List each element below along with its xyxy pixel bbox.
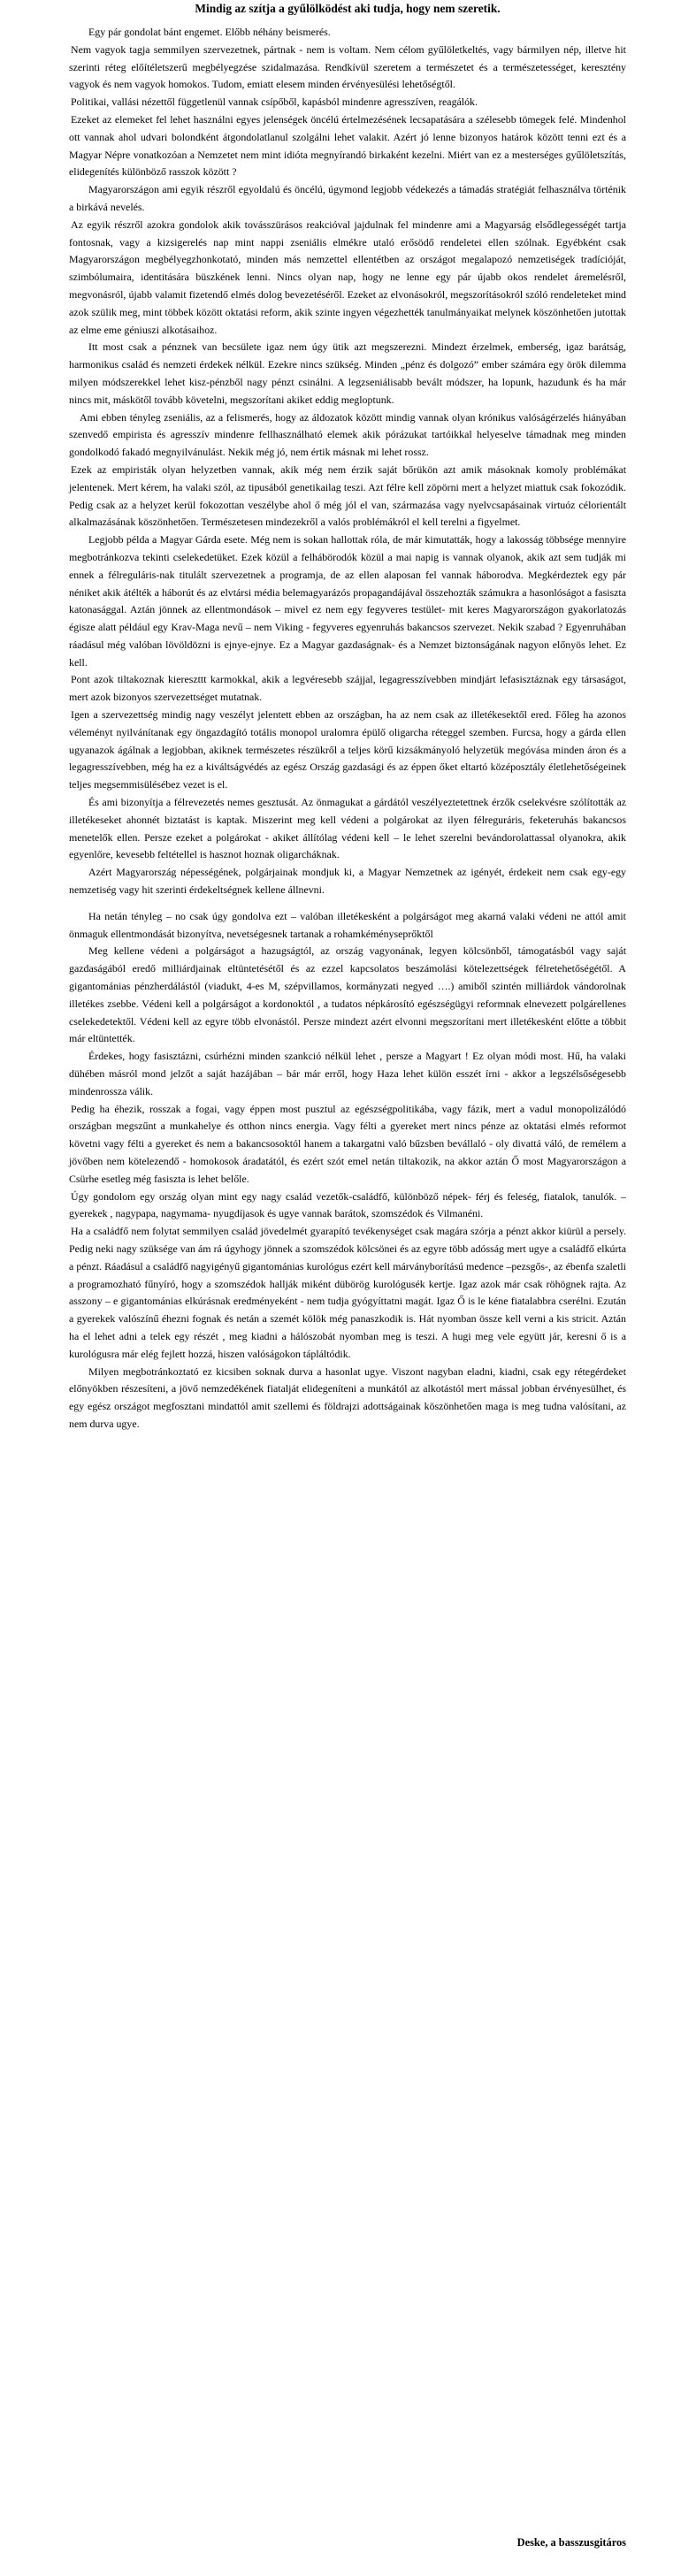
paragraph: Pedig ha éhezik, rosszak a fogai, vagy éppen most pusztul az egészségpolitikába, vagy fázik, mert a vadul monopolizálódó országban megszűnt a munkahelye és otthon nincs energia. Vagy félti a gyereket mert nincs pénze az oktatási elmés reformot követni vagy félti a gyereket és nem a bakancsosoktól hanem a takargatni való bűzsben bevállaló - oly divattá váló, de remélem a jövőben nem kötelezendő - homokosok áradatától, és ezért szót emel netán tiltakozik, na akkor aztán Ő most Magyarországon a Csürhe esetleg még fasiszta is lehet belőle. [69, 1102, 626, 1185]
paragraph: Ha netán tényleg – no csak úgy gondolva ezt – valóban illetékesként a polgárságot meg akarná valaki védeni ne attól amit önmaguk ellentmondását bizonyítva, nevetségesnek tartanak a rohamkéményseprőktől [69, 909, 626, 940]
paragraph: Úgy gondolom egy ország olyan mint egy nagy család vezetők-családfő, különböző népek- férj és feleség, fiatalok, tanulók. –gyerekek , nagypapa, nagymama- nyugdíjasok és ugye vannak barátok, szomszédok és Vilmanéni. [69, 1189, 626, 1220]
document-body [69, 24, 626, 1433]
paragraph: Ami ebben tényleg zseniális, az a felismerés, hogy az áldozatok között mindig vannak olyan krónikus valóságérzelés hiányában szenvedő empirista és agresszív mindenre fellhasználható elemek akik pórázukat tartóikkal helyeselve támadnak meg minden gondolkodó fakadó megnyilvánulást. Nekik még jó, nem értik másnak mi lehet rossz. [69, 410, 626, 459]
document-title: Mindig az szítja a gyűlölködést aki tudja, hogy nem szeretik. [195, 2, 501, 15]
paragraph: Azért Magyarország népességének, polgárjainak mondjuk ki, a Magyar Nemzetnek az igényét, érdekeit nem csak egy-egy nemzetiség vagy hit szerinti érdekeltségnek kellene állnevni. [69, 866, 626, 897]
document-page [69, 0, 626, 2549]
author-signature: Deske, a basszusgitáros [516, 2536, 626, 2549]
paragraph: Politikai, vallási nézettől függetlenül vannak csípőből, kapásból mindenre agresszíven, reagálók. [71, 96, 478, 109]
paragraph: Pont azok tiltakoznak kiereszttt karmokkal, akik a legvéresebb szájjal, legagresszívebben mindjárt lefasisztáznak egy társaságot, mert azok bizonyos szervezettséget mutatnak. [69, 673, 626, 704]
paragraph: Milyen megbotránkoztató ez kicsiben soknak durva a hasonlat ugye. Viszont nagyban eladni, kiadni, csak egy rétegérdeket előnyökben részesíteni, a jövő nemzedékének fiatalját elidegeníteni a munkától az alkotástól mert mással jobban érvényesülhet, és egy egész országot megfosztani mindattól amit szellemi és földrajzi adottságainak köszönhetően maga is meg tudna valósítani, az nem durva ugye. [69, 1364, 626, 1430]
paragraph: Legjobb példa a Magyar Gárda esete. Még nem is sokan hallottak róla, de már kimutatták, hogy a lakosság többsége mennyire megbotránkozva tekinti cselekedetüket. Ezek közül a felhábörodók közül a mai napig is vannak olyanok, akik azt sem tudják mi ennek a félreguláris-nak titulált szervezetnek a programja, de az ellen alaposan fel vannak háborodva. Megkérdeztek egy pár néniket akik átélték a háborút és az elvtársi média belemagyarázós propagandájával összehozták számukra a hasonlóságot a fasiszta katonasággal. Aztán jönnek az ellentmondások – mivel ez nem egy fegyveres testület- mit keres Magyarországon gyakorlatozás égisze alatt például egy Krav-Maga nevű – nem Viking - fegyveres egyenruhás bakancsos szervezet. Nekik szabad ? Egyenruhában ráadásul még valóban lövöldözni is ejnye-ejnye. Ez a Magyar gazdaságnak- és a Nemzet biztonságának nagyon előnyös lehet. Ez kell. [69, 533, 626, 669]
paragraph: Ezeket az elemeket fel lehet használni egyes jelenségek öncélú értelmezésének lecsapatására a szélesebb tömegek felé. Mindenhol ott vannak ahol udvari bolondként átgondolatlanul szolgálni lehet valakit. Azért jó lenne bizonyos határok között tenni ezt és a Magyar Népre vonatkozóan a Nemzetet nem mint idióta megnyírandó birkaként kezelni. Miért van ez a mesterséges gyűlöletszítás, elidegenítés különböző rasszok között ? [69, 112, 626, 179]
paragraph: Igen a szervezettség mindig nagy veszélyt jelentett ebben az országban, ha az nem csak az illetékesektől ered. Főleg ha azonos véleményt nyilvánítanak egy öngazdagító totális monopol uralomra épülő oligarcha réteggel szemben. Furcsa, hogy a gárda ellen ugyanazok ágálnak a legjobban, akiknek természetes részükről a teljes körű kizsákmányoló helyzetük megóvása minden áron és a legagresszívebben, még ha ez a kiváltságvédés az egész Ország gazdasági és az éppen őket eltartó középosztály életlehetőségeinek teljes megsemmisülésébez vezet is el. [69, 708, 626, 791]
paragraph: Ezek az empiristák olyan helyzetben vannak, akik még nem érzik saját bőrükön azt amik másoknak komoly problémákat jelentenek. Mert kérem, ha valaki szól, az tipusából genetikailag teszi. Azt félre kell zöpörni mert a helyzet miattuk csak fokozódik. Pedig csak az a helyzet kerül fokozottan veszélybe ahol ő még jól el van, származása vagy nyelvcsapásainak virtuóz célorientált alkalmazásának köszönhetően. Természetesen mindezekről a valós problémákról el kell terelni a figyelmet. [69, 462, 626, 529]
paragraph: Az egyik részről azokra gondolok akik továsszürásos reakcióval jajdulnak fel mindenre ami a Magyarság elsődlegességét tartja fontosnak, vagy a kizsigerelés nap mint nappi zseniális elmékre utaló erősödő rendeletei ellen szólnak. Egyébként csak Magyarországon megbélyegzhonkotató, minden más nemzettel ellentétben az országot megalapozó nemzetiségek tradícióját, szimbólumaira, identitására büszkének lenni. Nincs olyan nap, hogy ne lenne egy pár újabb okos rendelet áremelésről, megvonásról, újabb valamit fizetendő elmés dolog bevezetéséről. Ezeket az elvonásokról, megszorításokról szóló rendeleteket mind azok szülik meg, mint többek között oktatási reform, akik szinte ingyen végezhették tanulmányaikat melynek köszönhetően jutottak az elme eme géniuszi alkotásaihoz. [69, 218, 626, 336]
paragraph: Egy pár gondolat bánt engemet. Előbb néhány beismerés. [88, 26, 331, 38]
paragraph: Meg kellene védeni a polgárságot a hazugságtól, az ország vagyonának, legyen kölcsönből, támogatásból vagy saját gazdaságából eredő milliárdjainak eltüntetésétől és az ezzel kapcsolatos beszámolási kötelezettségek félretehetőségétől. A gigantománias pénzherdálástól (viadukt, 4-es M, szépvillamos, kormányzati negyed ….) amiből szintén milliárdok vándorolnak illetékes zsebbe. Védeni kell a polgárságot a kordonoktól , a tudatos népkárosító egészségügyi reformnak elnevezett polgárellenes cselekedetektől. Védeni kell az egyre több elvonástól. Persze mindezt azért elvonni megszorítani mert illetékesként előtte a többit már eltüntették. [69, 944, 626, 1045]
paragraph: Magyarországon ami egyik részről egyoldalú és öncélú, úgymond legjobb védekezés a támadás stratégiát felhasználva történik a birkává nevelés. [69, 183, 626, 213]
paragraph: Ha a családfő nem folytat semmilyen család jövedelmét gyarapító tevékenységet csak magára szórja a pénzt akkor kiürül a persely. Pedig neki nagy szüksége van ám rá úgyhogy jönnek a szomszédok kölcsönei és az egyre több adósság mert ugye a családfő elkúrta a pénzt. Ráadásul a családfő nagyigényű gigantománias kurológus ezért kell márványborítású medence –pezsgős-, az ébenfa szaletli a programozható fűnyíró, hogy a szomszédok hallják miként dübörög kurológusék kertje. Igaz azok már csak röhögnek rajta. Az asszony – e gigantománias elkúrásnak eredményeként - nem tudja gyógyíttatni magát. Igaz Ő is le kéne fiatalabbra cserélni. Ezután a gyerekek valószínű éhezni fognak és netán a szemét kölök még panaszkodik is. Hát nyomban össze kell verni a kis stricit. Aztán ha el lehet adni a telek egy részét , meg kiadni a hálószobát nyomban meg is teszi. A hugi meg vele együtt jár, keresni ő is a kurológusra már elég fejlett hozzá, hiszen valóságokon tápláltódik. [69, 1225, 626, 1360]
paragraph: Nem vagyok tagja semmilyen szervezetnek, pártnak - nem is voltam. Nem célom gyűlöletkeltés, vagy bármilyen nép, illetve hit szerinti réteg előítéletszerű megbélyegzése szidalmazása. Rendkívül szeretem a természetet és a természetességet, keresztény vagyok és nem vagyok homokos. Tudom, emiatt elesem minden érvényesülési lehetőségtől. [69, 42, 626, 91]
paragraph: És ami bizonyítja a félrevezetés nemes gesztusát. Az önmagukat a gárdától veszélyeztetettnek érzők cselekvésre szólították az illetékeseket ahonnét biztatást is kaptak. Miszerint meg kell védeni a polgárokat az ilyen félreguráris, feketeruhás bakancsos menetelők ellen. Persze ezeket a polgárokat - akiket állítólag védeni kell – le lehet szerelni bevándorolattassal olyanokra, akik egyenlőre, kevesebb feltétellel is hasznot hoznak oligarcháknak. [69, 796, 626, 861]
paragraph: Érdekes, hogy fasisztázni, csúrhézni minden szankció nélkül lehet , persze a Magyart ! Ez olyan módi most. Hű, ha valaki dühében másról mond jelzőt a saját hazájában – bár már erről, hogy Haza lehet külön esszét írni - akkor a legszélsőségesebb mindenrossza válik. [69, 1050, 626, 1097]
paragraph: Itt most csak a pénznek van becsülete igaz nem úgy ütik azt megszerezni. Mindezt érzelmek, emberség, igaz barátság, harmonikus család és nemzeti érdekek nélkül. Ezekre nincs szükség. Minden „pénz és dolgozó” ember számára egy örök dilemma milyen módszerekkel lehet kisz-pénzből nagy pénzt csinálni. A legzseniálisabb bevált módszer, ha lopunk, hazudunk és ha már nincs mit, máskötől tovább követelni, megszorítani akiket eddig megloptunk. [69, 340, 626, 406]
